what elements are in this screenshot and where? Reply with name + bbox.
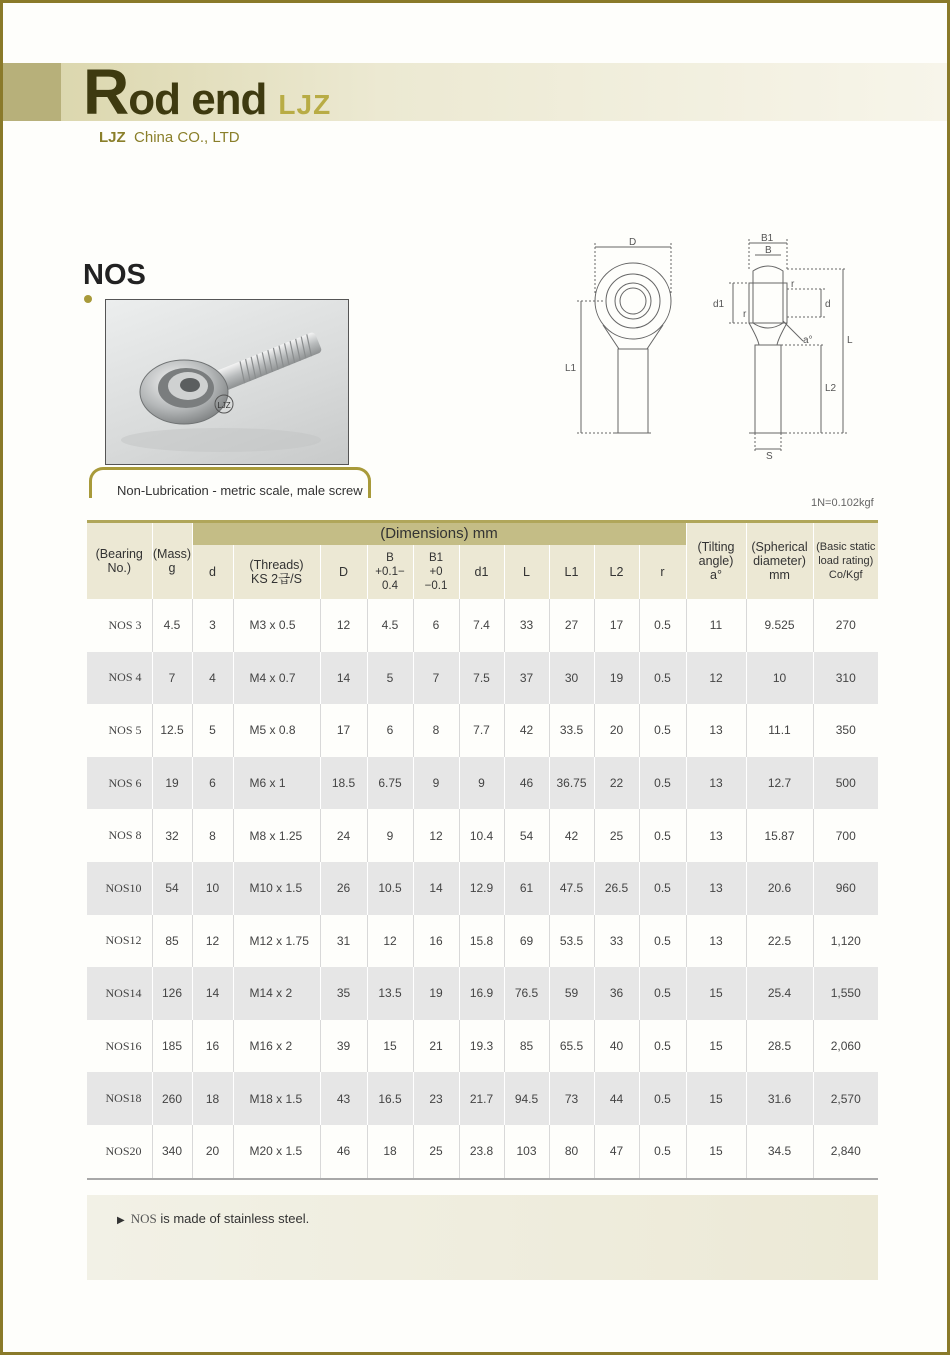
col-load-line3: Co/Kgf	[828, 569, 863, 581]
cell-D: 39	[320, 1020, 367, 1073]
dim-label-L2: L2	[825, 383, 837, 394]
note-box	[87, 1195, 878, 1280]
col-B-line3: 0.4	[382, 580, 398, 592]
cell-L1: 80	[549, 1125, 594, 1179]
table-row	[87, 599, 878, 652]
dim-label-r-top: r	[791, 279, 795, 290]
cell-d1: 21.7	[459, 1072, 504, 1125]
cell-r: 0.5	[639, 1072, 686, 1125]
cell-d: 18	[192, 1072, 233, 1125]
table-body	[87, 599, 878, 1179]
cell-mass: 54	[152, 862, 192, 915]
cell-B: 6	[367, 704, 413, 757]
cell-L1: 36.75	[549, 757, 594, 810]
cell-L2: 40	[594, 1020, 639, 1073]
cell-threads: M5 x 0.8	[233, 704, 320, 757]
cell-B1: 12	[413, 809, 459, 862]
col-load-line1: (Basic static	[816, 541, 876, 553]
col-spherical-line3: mm	[769, 568, 790, 582]
cell-B: 16.5	[367, 1072, 413, 1125]
cell-L: 46	[504, 757, 549, 810]
title-rest: od end	[128, 75, 267, 124]
cell-L1: 33.5	[549, 704, 594, 757]
cell-L: 76.5	[504, 967, 549, 1020]
cell-load-rating: 2,570	[813, 1072, 878, 1125]
cell-r: 0.5	[639, 652, 686, 705]
cell-d1: 7.5	[459, 652, 504, 705]
cell-d: 10	[192, 862, 233, 915]
col-B-line2: +0.1−	[375, 566, 405, 578]
dim-label-L: L	[847, 335, 853, 346]
cell-B: 10.5	[367, 862, 413, 915]
cell-L: 94.5	[504, 1072, 549, 1125]
cell-d: 4	[192, 652, 233, 705]
header-row-group	[87, 522, 878, 546]
cell-D: 31	[320, 915, 367, 968]
table-row	[87, 1072, 878, 1125]
rod-end-photo-illustration	[106, 300, 348, 464]
title-brand: LJZ	[278, 89, 332, 120]
cell-threads: M20 x 1.5	[233, 1125, 320, 1179]
cell-d: 14	[192, 967, 233, 1020]
cell-L2: 19	[594, 652, 639, 705]
cell-B1: 6	[413, 599, 459, 652]
cell-B: 13.5	[367, 967, 413, 1020]
cell-L2: 20	[594, 704, 639, 757]
cell-d1: 19.3	[459, 1020, 504, 1073]
cell-L: 85	[504, 1020, 549, 1073]
dimension-diagram	[563, 231, 863, 461]
cell-mass: 4.5	[152, 599, 192, 652]
cell-L2: 44	[594, 1072, 639, 1125]
cell-bearing-no: NOS12	[105, 933, 142, 948]
cell-d: 8	[192, 809, 233, 862]
cell-B1: 8	[413, 704, 459, 757]
bullet-dot	[84, 295, 92, 303]
cell-d1: 9	[459, 757, 504, 810]
col-threads	[233, 545, 320, 599]
cell-r: 0.5	[639, 915, 686, 968]
cell-L: 33	[504, 599, 549, 652]
cell-spherical-diameter: 31.6	[746, 1072, 813, 1125]
cell-B: 12	[367, 915, 413, 968]
cell-r: 0.5	[639, 757, 686, 810]
cell-B1: 16	[413, 915, 459, 968]
cell-threads: M18 x 1.5	[233, 1072, 320, 1125]
cell-r: 0.5	[639, 967, 686, 1020]
cell-spherical-diameter: 22.5	[746, 915, 813, 968]
cell-B1: 9	[413, 757, 459, 810]
col-threads-line2: KS 2급/S	[251, 572, 302, 586]
cell-threads: M14 x 2	[233, 967, 320, 1020]
cell-mass: 185	[152, 1020, 192, 1073]
cell-L2: 26.5	[594, 862, 639, 915]
cell-D: 24	[320, 809, 367, 862]
col-L: L	[504, 545, 549, 599]
cell-L1: 47.5	[549, 862, 594, 915]
cell-bearing-no: NOS16	[105, 1038, 142, 1053]
cell-L2: 47	[594, 1125, 639, 1179]
cell-D: 14	[320, 652, 367, 705]
cell-threads: M8 x 1.25	[233, 809, 320, 862]
col-mass-line1: (Mass)	[152, 547, 192, 561]
dim-label-d: d	[825, 299, 831, 310]
company-brand: LJZ	[99, 129, 126, 146]
cell-threads: M10 x 1.5	[233, 862, 320, 915]
product-code: NOS	[83, 259, 146, 291]
cell-r: 0.5	[639, 809, 686, 862]
col-spherical-line2: diameter)	[753, 554, 806, 568]
material-note	[117, 1211, 309, 1227]
cell-threads: M4 x 0.7	[233, 652, 320, 705]
dim-label-D: D	[629, 237, 637, 248]
cell-L: 61	[504, 862, 549, 915]
cell-tilting-angle: 15	[686, 1125, 746, 1179]
cell-load-rating: 960	[813, 862, 878, 915]
cell-L: 37	[504, 652, 549, 705]
dim-label-d1: d1	[713, 299, 725, 310]
cell-D: 43	[320, 1072, 367, 1125]
cell-spherical-diameter: 25.4	[746, 967, 813, 1020]
cell-spherical-diameter: 12.7	[746, 757, 813, 810]
col-tilting-angle	[686, 522, 746, 600]
cell-threads: M16 x 2	[233, 1020, 320, 1073]
cell-d1: 7.7	[459, 704, 504, 757]
company-name: China CO., LTD	[134, 129, 240, 146]
table-row	[87, 967, 878, 1020]
cell-L2: 36	[594, 967, 639, 1020]
cell-d: 16	[192, 1020, 233, 1073]
cell-spherical-diameter: 9.525	[746, 599, 813, 652]
table-row	[87, 1125, 878, 1179]
col-d: d	[192, 545, 233, 599]
cell-tilting-angle: 12	[686, 652, 746, 705]
cell-D: 18.5	[320, 757, 367, 810]
cell-mass: 7	[152, 652, 192, 705]
product-caption: Non-Lubrication - metric scale, male screw	[117, 483, 363, 498]
cell-B: 15	[367, 1020, 413, 1073]
cell-B: 9	[367, 809, 413, 862]
title-initial: R	[83, 56, 129, 128]
cell-bearing-no: NOS 8	[108, 828, 142, 843]
cell-d: 3	[192, 599, 233, 652]
col-spherical-line1: (Spherical	[751, 540, 808, 554]
dim-label-L1: L1	[565, 363, 577, 374]
cell-L1: 30	[549, 652, 594, 705]
cell-tilting-angle: 13	[686, 757, 746, 810]
col-threads-line1: (Threads)	[249, 558, 304, 572]
cell-D: 35	[320, 967, 367, 1020]
table-row	[87, 915, 878, 968]
col-bearing-no-line2: No.)	[107, 561, 132, 575]
col-r: r	[639, 545, 686, 599]
cell-d: 6	[192, 757, 233, 810]
cell-B: 6.75	[367, 757, 413, 810]
col-d1: d1	[459, 545, 504, 599]
col-B-line1: B	[386, 552, 394, 564]
col-B1-line3: −0.1	[424, 580, 448, 592]
cell-L1: 65.5	[549, 1020, 594, 1073]
cell-L: 54	[504, 809, 549, 862]
cell-B1: 23	[413, 1072, 459, 1125]
cell-load-rating: 270	[813, 599, 878, 652]
cell-spherical-diameter: 28.5	[746, 1020, 813, 1073]
cell-L: 103	[504, 1125, 549, 1179]
cell-d1: 16.9	[459, 967, 504, 1020]
cell-L2: 22	[594, 757, 639, 810]
cell-spherical-diameter: 20.6	[746, 862, 813, 915]
cell-tilting-angle: 11	[686, 599, 746, 652]
page-title	[83, 55, 331, 129]
col-L1: L1	[549, 545, 594, 599]
cell-bearing-no: NOS 6	[87, 757, 152, 810]
cell-bearing-no: NOS10	[87, 862, 152, 915]
col-B	[367, 545, 413, 599]
col-load-rating	[813, 522, 878, 600]
cell-bearing-no: NOS14	[87, 967, 152, 1020]
cell-B1: 21	[413, 1020, 459, 1073]
unit-note: 1N=0.102kgf	[811, 497, 874, 509]
cell-L2: 25	[594, 809, 639, 862]
cell-d: 5	[192, 704, 233, 757]
table-row	[87, 757, 878, 810]
cell-L2: 33	[594, 915, 639, 968]
cell-tilting-angle: 15	[686, 1020, 746, 1073]
dim-label-r-bottom: r	[743, 309, 747, 320]
col-mass-line2: g	[168, 561, 176, 575]
cell-load-rating: 1,120	[813, 915, 878, 968]
table-row	[87, 704, 878, 757]
cell-bearing-no: NOS 4	[87, 652, 152, 705]
cell-mass: 260	[152, 1072, 192, 1125]
cell-tilting-angle: 13	[686, 862, 746, 915]
cell-load-rating: 310	[813, 652, 878, 705]
cell-spherical-diameter: 15.87	[746, 809, 813, 862]
dim-label-alpha: a°	[803, 335, 813, 346]
cell-L2: 17	[594, 599, 639, 652]
col-B1-line2: +0	[429, 566, 443, 578]
cell-d1: 23.8	[459, 1125, 504, 1179]
cell-L: 42	[504, 704, 549, 757]
cell-spherical-diameter: 10	[746, 652, 813, 705]
col-tilting-line2: angle)	[698, 554, 734, 568]
cell-L1: 27	[549, 599, 594, 652]
cell-mass: 19	[152, 757, 192, 810]
cell-tilting-angle: 13	[686, 915, 746, 968]
col-load-line2: load rating)	[818, 555, 874, 567]
cell-D: 17	[320, 704, 367, 757]
cell-B: 18	[367, 1125, 413, 1179]
cell-L1: 73	[549, 1072, 594, 1125]
cell-mass: 12.5	[152, 704, 192, 757]
col-B1-line1: B1	[428, 552, 444, 564]
cell-d1: 7.4	[459, 599, 504, 652]
cell-d: 20	[192, 1125, 233, 1179]
cell-load-rating: 1,550	[813, 967, 878, 1020]
cell-L1: 53.5	[549, 915, 594, 968]
cell-B1: 25	[413, 1125, 459, 1179]
note-text: is made of stainless steel.	[160, 1211, 310, 1226]
cell-mass: 32	[152, 809, 192, 862]
table-row	[87, 862, 878, 915]
cell-threads: M12 x 1.75	[233, 915, 320, 968]
col-tilting-line1: (Tilting	[697, 540, 735, 554]
col-D: D	[320, 545, 367, 599]
cell-B: 5	[367, 652, 413, 705]
cell-bearing-no: NOS18	[87, 1072, 152, 1125]
cell-L1: 59	[549, 967, 594, 1020]
cell-B1: 14	[413, 862, 459, 915]
col-B1	[413, 545, 459, 599]
cell-r: 0.5	[639, 599, 686, 652]
cell-bearing-no: NOS20	[87, 1125, 152, 1179]
cell-bearing-no: NOS 5	[108, 722, 142, 737]
cell-d1: 12.9	[459, 862, 504, 915]
header-band-accent	[3, 63, 61, 121]
cell-r: 0.5	[639, 862, 686, 915]
cell-B1: 19	[413, 967, 459, 1020]
cell-D: 26	[320, 862, 367, 915]
cell-tilting-angle: 15	[686, 1072, 746, 1125]
cell-spherical-diameter: 34.5	[746, 1125, 813, 1179]
cell-spherical-diameter: 11.1	[746, 704, 813, 757]
cell-load-rating: 700	[813, 809, 878, 862]
dim-label-B1: B1	[761, 233, 774, 244]
cell-mass: 85	[152, 915, 192, 968]
cell-load-rating: 2,060	[813, 1020, 878, 1073]
cell-threads: M6 x 1	[233, 757, 320, 810]
cell-r: 0.5	[639, 1125, 686, 1179]
cell-L1: 42	[549, 809, 594, 862]
table-row	[87, 1020, 878, 1073]
dimensions-group-header: (Dimensions) mm	[192, 522, 686, 546]
table-row	[87, 809, 878, 862]
col-tilting-line3: a°	[710, 568, 722, 582]
cell-L: 69	[504, 915, 549, 968]
triangle-bullet-icon: ▶	[117, 1215, 125, 1226]
cell-load-rating: 500	[813, 757, 878, 810]
cell-tilting-angle: 13	[686, 704, 746, 757]
cell-load-rating: 2,840	[813, 1125, 878, 1179]
table-row	[87, 652, 878, 705]
specification-table	[87, 520, 878, 1180]
cell-r: 0.5	[639, 704, 686, 757]
cell-D: 46	[320, 1125, 367, 1179]
photo-stamp: LJZ	[217, 401, 231, 410]
cell-d1: 10.4	[459, 809, 504, 862]
cell-B1: 7	[413, 652, 459, 705]
cell-D: 12	[320, 599, 367, 652]
cell-bearing-no: NOS 3	[108, 617, 142, 632]
cell-mass: 126	[152, 967, 192, 1020]
dim-label-S: S	[766, 451, 773, 461]
cell-load-rating: 350	[813, 704, 878, 757]
col-L2: L2	[594, 545, 639, 599]
cell-d: 12	[192, 915, 233, 968]
cell-threads: M3 x 0.5	[233, 599, 320, 652]
company-line	[99, 129, 240, 146]
dim-label-B: B	[765, 245, 772, 256]
col-mass	[152, 522, 192, 600]
cell-tilting-angle: 15	[686, 967, 746, 1020]
col-bearing-no	[87, 522, 152, 600]
cell-B: 4.5	[367, 599, 413, 652]
cell-tilting-angle: 13	[686, 809, 746, 862]
product-photo	[105, 299, 349, 465]
col-bearing-no-line1: (Bearing	[95, 547, 143, 561]
cell-mass: 340	[152, 1125, 192, 1179]
cell-d1: 15.8	[459, 915, 504, 968]
note-code: NOS	[130, 1211, 157, 1226]
cell-r: 0.5	[639, 1020, 686, 1073]
col-spherical-diameter	[746, 522, 813, 600]
